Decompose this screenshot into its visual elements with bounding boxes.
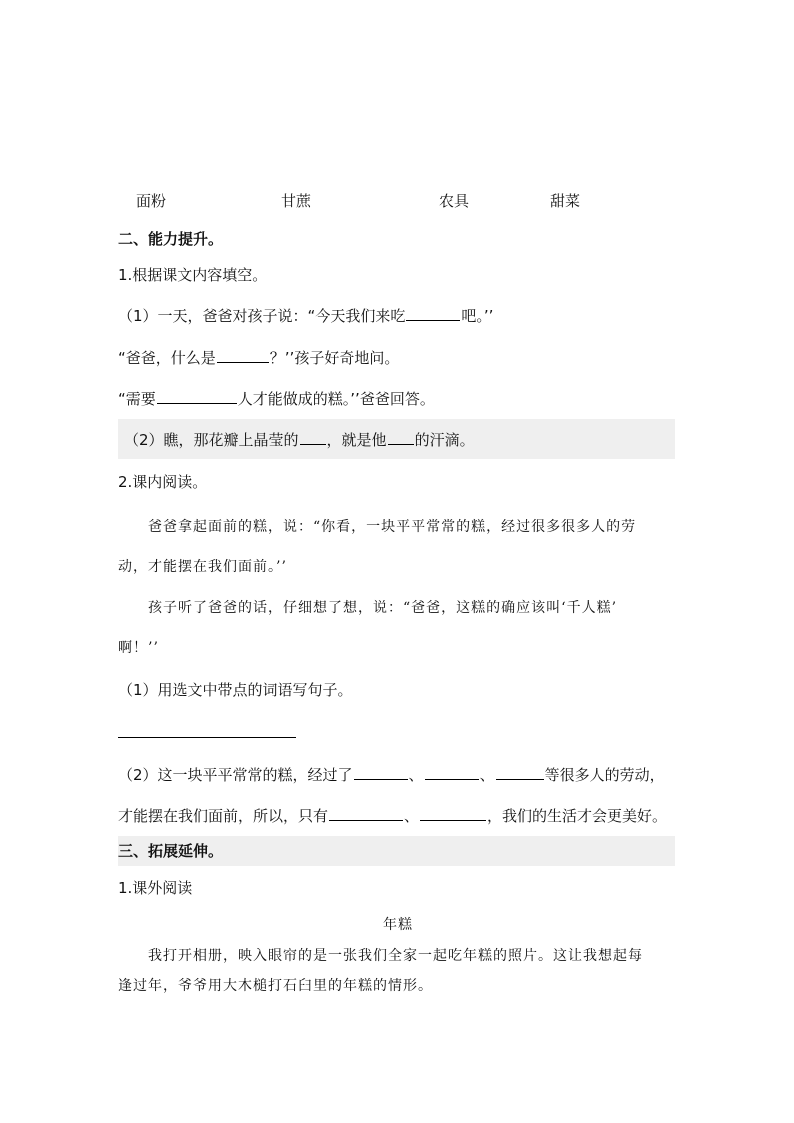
fill-text: 的汗滴。 (414, 431, 475, 449)
fill-blank[interactable] (300, 430, 326, 445)
fill-text: 才能摆在我们面前，所以，只有 (118, 807, 329, 825)
fill-line (118, 388, 435, 410)
fill-text: 吧。’’ (461, 307, 494, 325)
fill-line (118, 805, 667, 827)
fill-blank[interactable] (406, 306, 460, 321)
article-line: 我打开相册，映入眼帘的是一张我们全家一起吃年糕的照片。这让我想起每 (148, 948, 643, 964)
section-heading: 三、拓展延伸。 (118, 842, 224, 860)
fill-blank[interactable] (496, 765, 544, 780)
passage-line: 爸爸拿起面前的糕，说：“你看，一块平平常常的糕，经过很多很多人的劳 (148, 519, 637, 535)
fill-text: 、 (479, 766, 495, 784)
fill-text: （1）一天，爸爸对孩子说：“今天我们来吃 (118, 307, 406, 325)
fill-blank[interactable] (420, 806, 486, 821)
sub-question: （1）用选文中带点的词语写句子。 (118, 681, 353, 699)
question-title: 1.根据课文内容填空。 (118, 266, 268, 284)
fill-text: ，我们的生活才会更美好。 (487, 807, 668, 825)
fill-text: 、 (408, 766, 424, 784)
fill-text: 、 (404, 807, 420, 825)
fill-text: “爸爸，什么是 (118, 349, 216, 367)
fill-text: 等很多人的劳动， (544, 766, 665, 784)
fill-line (118, 347, 399, 369)
fill-text: ，就是他 (326, 431, 387, 449)
word-item: 甘蔗 (281, 192, 312, 210)
fill-line (124, 429, 475, 451)
passage-line: 啊！’’ (118, 640, 159, 656)
fill-text: ？’’孩子好奇地问。 (269, 349, 400, 367)
fill-text: （2）瞧，那花瓣上晶莹的 (124, 431, 299, 449)
question-title: 1.课外阅读 (118, 879, 193, 897)
fill-text: （2）这一块平平常常的糕，经过了 (118, 766, 353, 784)
fill-blank[interactable] (329, 806, 403, 821)
question-title: 2.课内阅读。 (118, 473, 208, 491)
fill-blank[interactable] (217, 348, 269, 363)
word-item: 农具 (439, 192, 470, 210)
fill-text: 人才能做成的糕。’’爸爸回答。 (237, 390, 435, 408)
passage-line: 动，才能摆在我们面前。’’ (118, 559, 287, 575)
fill-blank[interactable] (354, 765, 408, 780)
answer-line[interactable] (118, 737, 296, 738)
fill-blank[interactable] (157, 389, 237, 404)
fill-blank[interactable] (388, 430, 414, 445)
fill-line (118, 764, 665, 786)
fill-blank[interactable] (425, 765, 479, 780)
fill-text: “需要 (118, 390, 156, 408)
article-title: 年糕 (383, 917, 413, 933)
word-item: 甜菜 (550, 192, 581, 210)
word-item: 面粉 (136, 192, 167, 210)
fill-line (118, 305, 493, 327)
article-line: 逢过年，爷爷用大木槌打石臼里的年糕的情形。 (118, 978, 433, 994)
passage-line: 孩子听了爸爸的话，仔细想了想，说：“爸爸，这糕的确应该叫‘千人糕’ (148, 600, 618, 616)
section-heading: 二、能力提升。 (118, 230, 224, 248)
